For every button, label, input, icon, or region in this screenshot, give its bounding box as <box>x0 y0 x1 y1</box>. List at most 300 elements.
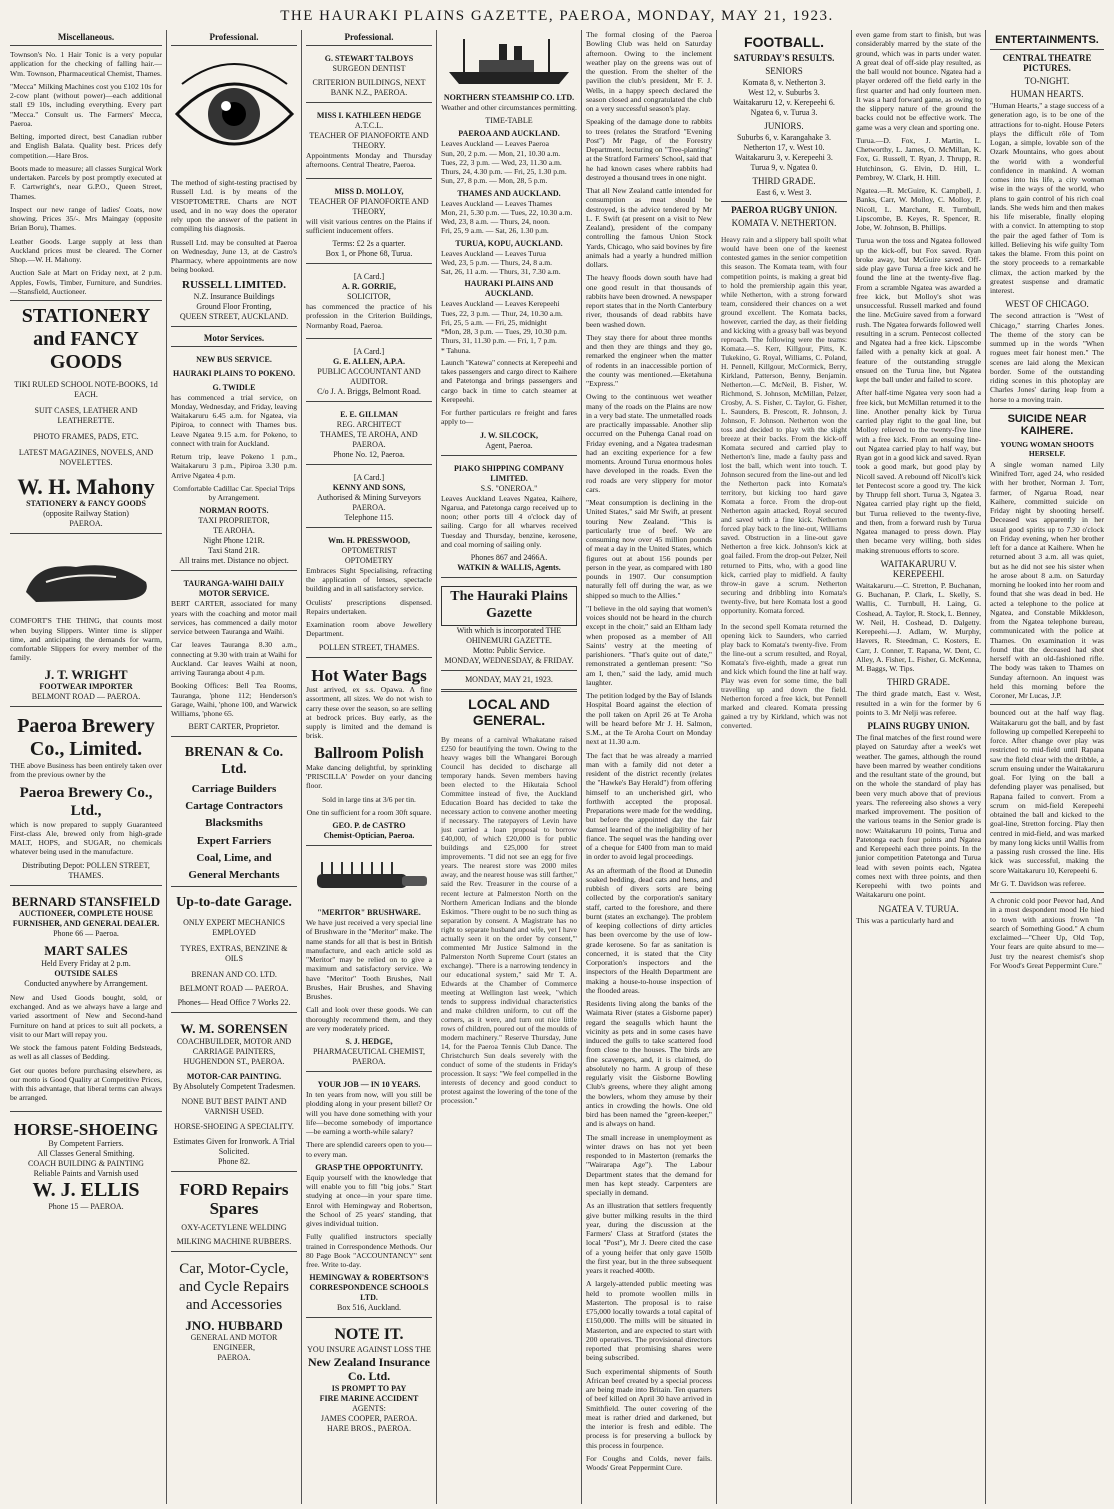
route-line: Leaves Auckland — Leaves Turua <box>441 248 547 258</box>
route-line: Mon, 21, 5.30 p.m. — Tues, 22, 10.30 a.m. <box>441 207 573 217</box>
card-line: PAEROA. <box>352 502 386 512</box>
steamship-sub: Weather and other circumstances permitting. <box>441 103 577 112</box>
brewery-text: THE above Business has been entirely taken over from the previous owner by the <box>10 761 162 780</box>
bus-text: Return trip, leave Pokeno 1 p.m., Waitakaruru 3 p.m., Pipiroa 3.30 p.m. Arrive Ngatea 4 p.m. <box>171 452 297 480</box>
garage-line: BELMONT ROAD — PAEROA. <box>179 983 289 993</box>
result-line: Waitakaruru 12, v. Kerepeehi 6. <box>733 98 835 107</box>
russell-eye-ad <box>171 50 297 327</box>
card-line: Appointments Monday and Thursday afternoons. Central Theatre, Paeroa. <box>306 151 432 170</box>
meritor-text: Call and look over these goods. We can thoroughly recommend them, and they are very moderately priced. <box>306 1005 432 1033</box>
news-paragraph: "Meat consumption is declining in the United States," said Mr Swift, at present touring New Zealand. "This is particularly true of beef. We are consuming now over 45 million pounds of meat a day in the United States, which figures out at about 156 pounds per person in the year, as compared with 180 pounds in 1907. Our consumption naturally fell off during the war, as we shipped so much to the Allies." <box>586 498 712 600</box>
card-line: G. STEWART TALBOYS <box>324 54 414 63</box>
brenan-line: Blacksmiths <box>205 817 263 830</box>
ellis-phone: Phone 15 — PAEROA. <box>48 1202 124 1212</box>
silcock-line: J. W. SILCOCK, <box>479 430 539 440</box>
insurance-line: AGENTS: <box>352 1403 386 1413</box>
misc-item: "Mecca" Milking Machines cost you £102 10s for 2-cow plant (without power)—each additional stall £9 10s, including everything. Every part "Mecca." Consult us. The Farmers' Mecca, Paeroa. <box>10 81 162 128</box>
grade-heading: SENIORS <box>765 66 803 76</box>
mart-text: We stock the famous patent Folding Bedsteads, as well as all classes of Bedding. <box>10 1043 162 1062</box>
hotwater-title: Hot Water Bags <box>311 665 427 685</box>
ford-line: OXY-ACETYLENE WELDING <box>181 1222 287 1232</box>
entertainments-heading: ENTERTAINMENTS. <box>995 34 1099 46</box>
card-line: A. R. GORRIE, <box>341 282 396 291</box>
result-line: Suburbs 6, v. Karangahake 3. <box>737 133 831 142</box>
tauranga-text: Booking Offices: Bell Tea Rooms, Tauranga, 'phone 112; Henderson's Garage, Waihi, 'phone 100, and Warwick Williams, 'phone 65. <box>171 681 297 719</box>
mahony-line: (opposite Railway Station) <box>43 509 129 519</box>
brewery-ad <box>10 711 162 886</box>
route-line: *Mon, 28, 3 p.m. — Tues, 29, 10.30 p.m. <box>441 327 567 336</box>
card-line: OPTOMETRIST <box>341 545 397 555</box>
union-heading: PLAINS RUGBY UNION. <box>867 721 970 731</box>
job-text: In ten years from now, will you still be plodding along in your present billet? Or will you have done something with your life—become somebody of importance—be earning a worth-while salary? <box>306 1090 432 1137</box>
horse-line: COACH BUILDING & PAINTING <box>28 1159 144 1169</box>
sorensen-line: MOTOR-CAR PAINTING. <box>186 1071 282 1081</box>
tonight-label: TO-NIGHT. <box>1024 76 1070 86</box>
horseshoeing-ad <box>10 1116 162 1217</box>
brewery-title: Paeroa Brewery Co., Limited. <box>17 715 155 761</box>
suicide-heading: SUICIDE NEAR KAIHERE. <box>1007 412 1087 437</box>
ford-ad <box>171 1176 297 1252</box>
route-line: Tues, 22, 3 p.m. — Wed, 23, 11.30 a.m. <box>441 157 562 167</box>
note-title: NOTE IT. <box>334 1326 404 1344</box>
sorensen-line: COACHBUILDER, MOTOR AND CARRIAGE PAINTERS, <box>176 1036 292 1056</box>
card-line: has commenced the practice of his profession in the Criterion Buildings, Normanby Road, Paeroa. <box>306 302 432 330</box>
stationery-title: STATIONERY and FANCY GOODS <box>21 305 151 373</box>
garage-line: ONLY EXPERT MECHANICS EMPLOYED <box>183 917 285 937</box>
slipper-ad <box>10 538 162 707</box>
horse-line: By Competent Farriers. <box>48 1139 124 1149</box>
brush-illustration <box>307 854 432 904</box>
match-heading: WAITAKARURU V. KEREPEEHI. <box>880 558 957 579</box>
sorensen-line: By Absolutely Competent Tradesmen. <box>172 1081 296 1091</box>
column-header: Miscellaneous. <box>10 30 162 46</box>
match-report: Turua won the toss and Ngatea followed up the kick-off, but Fox saved. Ryan broke away, but McGuire saved. Off-side play gave Turua a free kick and he found the line at the twenty-five flag. From a scramble Ngatea was awarded a free kick, but Molloy's shot was unsuccessful. Russell marked and found the line. McGuire saved from a forward rush. The Ngatea forwards followed well resulting in a scrum. Pentecost collected and Ngatea had a free kick. Lipscombe failed with a penalty kick at goal. A feature of the outstanding struggle ensued on the Turua line, but Ngatea kept the ball under and failed to score. <box>856 236 981 384</box>
route-text: For further particulars re freight and fares apply to— <box>441 408 577 427</box>
column-header: Professional. <box>306 30 432 46</box>
job-text: There are splendid careers open to you—to every man. <box>306 1140 432 1159</box>
suicide-subheading: YOUNG WOMAN SHOOTS HERSELF. <box>1000 439 1094 458</box>
gazette-title: The Hauraki Plains Gazette <box>441 586 577 626</box>
film-text: The second attraction is "West of Chicago," starring Charles Jones. The theme of the story can be summed up in the words "When rogues meet fair honest men." The scenes are laid along the Mexican border. Some of the outstanding riding scenes in this photoplay are Charles Jones' daring leap from a horse to a moving train. <box>990 311 1104 404</box>
news-paragraph: Such experimental shipments of South African beef created by a special process are being made into Britain. Ten quarters of beef killed on April 30 have arrived in Smithfield. The outer covering of the meat is rather dried and darkened, but the interior is fresh and edible. The process is for preserving a bullock by this process in fourpence. <box>586 1366 712 1450</box>
card-line: OPTOMETRY <box>344 555 394 565</box>
gazette-line: With which is incorporated THE OHINEMURI GAZETTE. <box>456 625 562 645</box>
card-line: MISS I. KATHLEEN HEDGE <box>316 111 422 120</box>
eye-illustration <box>172 54 297 174</box>
column-shipping-local <box>436 30 581 1504</box>
route-line: Leaves Auckland — Leaves Kerepeehi <box>441 299 560 309</box>
norman-line: TE AROHA. <box>213 526 255 536</box>
card-line: [A Card.] <box>353 472 385 482</box>
match-heading: KOMATA V. NETHERTON. <box>731 218 837 228</box>
film-title: WEST OF CHICAGO. <box>1005 299 1089 310</box>
brenan-line: Expert Farriers <box>196 834 272 847</box>
misc-item: Boots made to measure; all classes Surgical Work undertaken. Parcels by post promptly executed at F. Cartwright's, near G.P.O., Queen Street, Thames. <box>10 163 162 201</box>
grade-heading: JUNIORS. <box>764 121 804 131</box>
news-paragraph: As an illustration that settlers frequently give butter milking results in the third year, during the discussion at the Farmers' Class at Stratford (states the local "Post"), Mr J. Deere cited the case of a young heifer that only gave 150lb the first year, but in the three subsequent years it reached 400lb. <box>586 1201 712 1275</box>
bus-route: HAURAKI PLAINS TO POKENO. <box>173 368 295 378</box>
job-title: YOUR JOB — IN 10 YEARS. <box>317 1080 421 1090</box>
sorensen-line: Estimates Given for Ironwork. A Trial Solicited. <box>173 1136 295 1156</box>
dateline: MONDAY, MAY 21, 1923. <box>465 674 553 684</box>
card-line: PUBLIC ACCOUNTANT AND AUDITOR. <box>317 366 421 386</box>
brenan-line: Cartage Contractors <box>185 800 283 813</box>
card-line: Phone No. 12, Paeroa. <box>333 449 405 459</box>
mart-text: New and Used Goods bought, sold, or exchanged. And as we always have a large and varied assortment of New and Second-hand Furniture on hand at prices to suit all pockets, a visit to our Mart will repay you. <box>10 992 162 1039</box>
piako-title: PIAKO SHIPPING COMPANY LIMITED. <box>453 463 565 483</box>
hubbard-line: GENERAL AND MOTOR ENGINEER, <box>190 1333 278 1353</box>
route-line: Sat, 26, 11 a.m. — Thurs, 31, 7.30 a.m. <box>441 267 561 276</box>
norman-title: NORMAN ROOTS. <box>199 506 269 516</box>
column-football-cont <box>851 30 985 1504</box>
route-line: Leaves Auckland — Leaves Thames <box>441 198 553 208</box>
insurance-line: IS PROMPT TO PAY <box>331 1383 407 1393</box>
news-paragraph: "I believe in the old saying that women's voices should not be heard in the church except in the choir," said an Eltham lady when proposed as a member of All Saints' vestry at the meeting of parishioners. "That's quite out of date," remonstrated a gentleman present: "So am I, then," said the lady, amid much laughter. <box>586 603 712 687</box>
news-paragraph: For Coughs and Colds, never fails. Woods' Great Peppermint Cure. <box>586 1453 712 1472</box>
sorensen-ad <box>171 1017 297 1172</box>
ballroom-text: Sold in large tins at 3/6 per tin. <box>322 794 416 804</box>
presswood-card <box>306 532 432 658</box>
bus-ad <box>171 351 297 572</box>
route-title: PAEROA AND AUCKLAND. <box>458 129 560 139</box>
bus-title: NEW BUS SERVICE. <box>196 354 272 364</box>
column-professional-motor <box>166 30 301 1504</box>
brenan-line: Carriage Builders <box>191 783 277 796</box>
garage-line: TYRES, EXTRAS, BENZINE & OILS <box>180 943 288 963</box>
match-report: The third grade match, East v. West, resulted in a win for the former by 6 points to 3. Mr Nelji was referee. <box>856 689 981 717</box>
hemingway-line: HEMINGWAY & ROBERTSON'S CORRESPONDENCE SCHOOLS LTD. <box>309 1273 429 1303</box>
result-line: Ngatea 6, v. Turua 3. <box>750 108 818 117</box>
horse-title: HORSE-SHOEING <box>13 1119 159 1139</box>
card-line: TEACHER OF PIANOFORTE AND THEORY, <box>309 196 429 216</box>
slipper-illustration <box>16 542 156 612</box>
card-line: Authorised & Mining Surveyors <box>317 492 421 502</box>
card-line: REG. ARCHITECT <box>336 419 402 429</box>
route-text: Launch "Katewa" connects at Kerepeehi and takes passengers and cargo direct to Kaihere and Patetonga and brings passengers and cargo back in time to catch steamer at Kerepeehi. <box>441 357 577 404</box>
news-paragraph: The small increase in unemployment as winter draws on has not yet been responded to in Masterton (remarks the "Wairarapa Age"). The Labour Department states that the demand for men has kept steady. Carpenters are specially in demand. <box>586 1132 712 1197</box>
timetable-label: TIME-TABLE <box>485 116 533 126</box>
route-line: Leaves Auckland — Leaves Paeroa <box>441 139 549 149</box>
piako-text: Leaves Auckland Leaves Ngatea, Kaihere, Ngarua, and Patetonga cargo received up to noon; other ports till 4 o'clock day of sailing. Cargo for all wharves received Tuesday and Thursday, benzine, kerosene, and coal morning of sailing only. <box>441 493 577 549</box>
news-paragraph: As an aftermath of the flood at Dunedin soaked bedding, dead cats and hens, and rubbish of divers sorts are being collected by the corporation's sanitary staff, carted to the foreshore, and there burnt (states an exchange). The problem of keeping collections of dirty articles has been overcome by the use of low-grade kerosene. So far as sanitation is concerned, it is stated that the City Corporation's inspectors and the inspectors of the Health Department are making a house-to-house inspection of the flooded areas. <box>586 865 712 995</box>
meritor-text: We have just received a very special line of Brushware in the "Meritor" make. The name stands for all that is best in British manufacture, and each article sold as "Meritor" may be relied on to give a maximum and satisfactory service. We have "Meritor" Tooth Brushes, Nail Brushes, Hair Brushes, and Shaving Brushes. <box>306 918 432 1002</box>
route-line: Thurs, 31, 11.30 p.m. — Fri, 1, 7 p.m. <box>441 336 557 346</box>
route-line: Tues, 22, 3 p.m. — Thur, 24, 10.30 a.m. <box>441 308 563 318</box>
ford-line: MILKING MACHINE RUBBERS. <box>176 1236 292 1246</box>
tauranga-title: TAURANGA-WAIHI DAILY MOTOR SERVICE. <box>183 579 285 599</box>
eye-text: Russell Ltd. may be consulted at Paeroa on Wednesday, June 13, at de Castro's Pharmacy, where appointments are now being booked. <box>171 237 297 275</box>
brenan-title: BRENAN & Co. Ltd. <box>184 745 284 778</box>
result-line: East 6, v. West 3. <box>756 188 812 197</box>
news-paragraph: Owing to the continuous wet weather many of the roads on the Plains are now in a very bad state. The unmetalled roads are practically impassable. Another slip occurred on the Puhenga Canal road on Friday evening, and a Ngatea tradesman had an exciting experience for a few moments. Around Turua enormous holes have developed in the roads. Even the rod roads are very slippery for motor cars. <box>586 392 712 494</box>
route-title: HAURAKI PLAINS AND AUCKLAND. <box>464 279 554 299</box>
peppermint-verse: A chronic cold poor Peevor had, And in a most despondent mood He hied to town with anxious frown "In search of Something Good." A chum exclaimed—"Cheer Up, Old Top, Your fears are quite absurd to me— Just try the nearest chemist's shop For Wood's Great Peppermint Cure." <box>990 896 1104 970</box>
insurance-line: FIRE MARINE ACCIDENT <box>319 1393 419 1403</box>
news-paragraph: The petition lodged by the Bay of Islands Hospital Board against the election of the poll taken on April 26 at Te Aroha will be heard before Mr J. H. Salmon, S.M., at the Te Aroha Court on Monday next at 11.30 a.m. <box>586 691 712 747</box>
match-report: The final matches of the first round were played on Saturday after a week's wet weather. The games, although the round have been marred by weather conditions and the resultant state of the ground, but on the whole the standard of play has been very much above that of previous years. The refereeing also shows a very marked improvement. The position of the various teams in the Senior grade is now: Waitakaruru 10 points, Turua and Patetonga each four points and Ngatea and Kerepeehi each three points. In the junior competition Patetonga and Turua lead with seven points each, Ngatea comes next with three points, and then Kerepeehi with two points and Waitakaruru one point. <box>856 733 981 900</box>
stationery-line: TIKI RULED SCHOOL NOTE-BOOKS, 1d EACH. <box>14 380 158 399</box>
stansfield-name: BERNARD STANSFIELD <box>11 893 161 909</box>
misc-item: Auction Sale at Mart on Friday next, at 2 p.m. Apples, Fowls, Timber, Furniture, and Sundries.—Stansfield, Auctioneer. <box>10 268 162 296</box>
misc-item: Inspect our new range of ladies' Coats, now showing. Prices 35/-. Mrs Maingay (opposite Brian Boru), Thames. <box>10 204 162 233</box>
card-line: POLLEN STREET, THAMES. <box>318 642 420 652</box>
match-report: In the second spell Komata returned the opening kick to Saunders, who carried play back to Komata's twenty-five. From the line-out a scrum resulted, and Royal, Komata's five-eighth, made a great run and kick which found the line at half way. Play was even for some time, the ball travelling up and down the field. Netherton forced a free kick, but Pennell marked and cleared. Komata pressing gained a try by Kirkland, which was not converted. <box>721 622 847 731</box>
horse-line: Reliable Paints and Varnish used <box>33 1169 139 1179</box>
tauranga-text: BERT CARTER, associated for many years with the coaching and motor mail services, has commenced a daily motor service between Tauranga and Waihi. <box>171 599 297 637</box>
norman-line: Night Phone 121R. <box>203 536 265 546</box>
column-header: Professional. <box>171 30 297 46</box>
gillman-card <box>306 406 432 465</box>
hubbard-name: JNO. HUBBARD <box>185 1317 283 1333</box>
allen-card <box>306 343 432 402</box>
tauranga-text: Car leaves Tauranga 8.30 a.m., connecting at 9.30 with train at Waihi for Auckland. Car leaves Waihi at noon, arriving Tauranga about 4 p.m. <box>171 640 297 678</box>
team-list: Turua.—D. Fox, J. Martin, L. Chetworthy, L. James, O. McMillan, K. Fox, G. Russell, T. Ryan, J. Thrupp, R. Hutchinson, G. Elvin, D. Hill, L. Pembrey, W. Clark, H. Hill. <box>856 135 981 182</box>
mahony-line: STATIONERY & FANCY GOODS <box>26 499 146 509</box>
card-line: CRITERION BUILDINGS, NEXT BANK N.Z., PAEROA. <box>312 78 426 97</box>
russell-line: N.Z. Insurance Buildings <box>193 291 275 301</box>
film-title: HUMAN HEARTS. <box>1010 89 1084 99</box>
result-line: Netherton 17, v. West 10. <box>743 143 825 152</box>
news-paragraph: Speaking of the damage done to rabbits to trees (relates the Stratford "Evening Post") Mr Page, of the Forestry Department, lecturing on "Tree-planting" at the Stratford Farmers' School, said that he had known cases where rabbits had destroyed a thousand trees in one night. <box>586 117 713 182</box>
news-paragraph: A largely-attended public meeting was held to promote woollen mills in Masterton. The proposal is to raise £75,000 locally towards a total capital of £150,000. The mills will be situated in Masterton, and are expected to start with 200 operatives. The provisional directors reported that promising shares were being subscribed. <box>586 1279 712 1363</box>
russell-line: Ground Floor Fronting, <box>196 301 272 311</box>
column-entertainments <box>985 30 1108 1504</box>
garage-line: Phones— Head Office 7 Works 22. <box>177 997 291 1007</box>
team-list: Ngatea.—R. McGuire, K. Campbell, J. Banks, Carr, W. Molloy, C. Molloy, P. Nicoll, L. Marchant, R. Turnbull, Lipscombe, B. Keyes, R. Spencer, R. Jobe, W. Johnson, B. Phillips. <box>856 186 981 232</box>
card-line: will visit various centres on the Plains if sufficient inducement offers. <box>306 216 432 235</box>
brenan-ad <box>171 741 297 887</box>
news-paragraph: The formal closing of the Paeroa Bowling Club was held on Saturday afternoon. Owing to the inclement weather play on the greens was out of the question. From the shelter of the pavilion the club's president, Mr F. J. Wells, in a happy speech declared the season closed and congratulated the club on a very successful season's play. <box>586 30 712 113</box>
sorensen-title: W. M. SORENSEN <box>180 1020 288 1036</box>
news-paragraph: That all New Zealand cattle intended for consumption as meat should be destroyed, is the advice tendered by Mr L. F. Swift (at present on a visit to New Zealand), president of the company controlling the famous Union Stock Yards, Chicago, who said bovines by fire animals had a yearly a hundred million dollars. <box>586 186 712 269</box>
tauranga-ad <box>171 575 297 737</box>
ballroom-text: Make dancing delightful, by sprinkling 'PRISCILLA' Powder on your dancing floor. <box>306 762 432 791</box>
brewery-name: Paeroa Brewery Co., Ltd., <box>19 784 153 819</box>
mart-title: MART SALES <box>44 943 128 959</box>
grasp-text: Equip yourself with the knowledge that will enable you to fill "big jobs." Start studying at once—in your spare time. Enrol with Hemingway and Robertson, the School of 25 years' standing, that gives individual tuition. <box>306 1172 432 1229</box>
card-line: A.T.C.L. <box>354 121 384 130</box>
steamship-ad <box>441 30 577 456</box>
misc-item: Belting, imported direct, best Canadian rubber and English Balata. Quality best. Prices defy competition.—Hare Bros. <box>10 132 162 160</box>
molloy-card <box>306 183 432 265</box>
insurance-line: HARE BROS., PAEROA. <box>327 1423 411 1433</box>
wright-line: BELMONT ROAD — PAEROA. <box>31 692 141 702</box>
route-line: Fri, 25, 5 a.m. — Fri, 25, midnight <box>441 317 547 327</box>
route-title: THAMES AND AUCKLAND. <box>457 188 561 198</box>
column-news <box>581 30 716 1504</box>
misc-item: Leather Goods. Large supply at less than Auckland prices must be cleared. The Corner Shop.—W. H. Mahony. <box>10 236 162 264</box>
card-line: Oculists' prescriptions dispensed. Repairs undertaken. <box>306 597 432 616</box>
gorrie-card <box>306 268 432 339</box>
norman-line: TAXI PROPRIETOR, <box>198 516 270 526</box>
ford-title: FORD Repairs Spares <box>179 1179 289 1219</box>
comfort-text: COMFORT'S THE THING, that counts most when buying Slippers. Winter time is slipper time, and anticipating the demands for warm, comfortable Slippers for every member of the family. <box>10 616 162 663</box>
card-line: SURGEON DENTIST <box>332 64 406 73</box>
norman-line: All trains met. Distance no object. <box>179 556 289 566</box>
twidle-name: G. TWIDLE <box>212 382 256 392</box>
note-text: YOU INSURE AGAINST LOSS THE <box>307 1344 431 1354</box>
local-general-heading: LOCAL AND GENERAL. <box>468 695 550 728</box>
brewery-text: which is now prepared to supply Guaranteed First-class Ale, brewed only from high-grade MALT, HOPS, and SUGAR, no chemicals whatever being used in the manufacture. <box>10 819 162 857</box>
card-line: THAMES, TE AROHA, AND PAEROA. <box>320 429 418 449</box>
bus-text: has commenced a trial service, on Monday, Wednesday, and Friday, leaving Waitakaruru 6.45 a.m. for Ngatea, via Pipiroa, to connect with Thames bus. Leave Ngatea 9.15 a.m. for Pokeno, to connect with train for Auckland. <box>171 392 297 448</box>
team-list: Waitakaruru.—C. Stretton, P. Buchanan, G. Buchanan, P. Clark, L. Skelly, S. Wallis, C. Turnbull, H. Laing, G. Coshead, A. Taylor, R. Stock, L. Benney, W. Neil, H. Coshead, D. Dalgetty. Kerepeehi.—J. Adlam, W. Murphy, Havers, R. Steedman, C. Kosters, E. Carr, J. Conner, T. Rapana, W. Dent, C. Alley, A. Fisher, L. Fisher, G. McKenna, M. Baggs, W. Tips. <box>856 580 981 673</box>
mart-line: OUTSIDE SALES <box>54 968 118 978</box>
decastro-line: GEO. P. de CASTRO <box>332 821 406 831</box>
steamship-illustration <box>444 34 574 89</box>
stationery-ad <box>10 300 162 534</box>
brenan-line: Coal, Lime, and <box>196 851 272 864</box>
card-line: C/o J. A. Briggs, Belmont Road. <box>317 386 421 396</box>
card-line: [A Card.] <box>353 272 385 281</box>
news-paragraph: Residents living along the banks of the Waimata River (states a Gisborne paper) regard the seagulls which haunt the vicinity as pets and in some cases have induced the gulls to take scattered food from close to the houses. The birds are fine scavengers, and, it is claimed, do absolutely no harm. A group of these regularly visit the Gisborne Bowling Club's greens, where they alight among the bowlers, whom they amuse by their antics in crowding the howls. One old bird has been named the "green-keeper," and is always on hand. <box>586 999 712 1129</box>
card-line: MISS D. MOLLOY, <box>334 186 404 196</box>
stationery-line: LATEST MAGAZINES, NOVELS, AND NOVELETTES. <box>18 448 154 467</box>
card-line: SOLICITOR, <box>347 292 391 301</box>
result-line: West 12, v. Suburbs 3. <box>748 88 820 97</box>
brenan-line: General Merchants <box>188 868 280 881</box>
referee-line: Mr G. T. Davidson was referee. <box>990 878 1086 888</box>
garage-line: BRENAN AND CO. LTD. <box>191 969 277 979</box>
match-report: This was a particularly hard and <box>856 915 954 925</box>
grasp-title: GRASP THE OPPORTUNITY. <box>315 1162 423 1172</box>
result-line: Turua 9, v. Ngatea 0. <box>750 163 818 172</box>
news-paragraph: They stay there for about three months and then they are things and they go, remarked the engineer when the matter of rodents in an inaccessible portion of the county was mentioned.—Eketahuna "Express." <box>586 332 712 388</box>
column-football <box>716 30 851 1504</box>
piako-phones: Phones 867 and 2466A. <box>470 553 548 562</box>
car-title: Car, Motor-Cycle, and Cycle Repairs and Accessories <box>179 1260 289 1313</box>
route-line: * Tahuna. <box>441 345 471 355</box>
stansfield-ad <box>10 890 162 1112</box>
eye-text: The method of sight-testing practised by Russell Ltd. is by means of the VISOPTOMETRE. Charts are NOT used, and in no way does the operator rely upon the answer of the patient in compiling his diagnosis. <box>171 178 297 234</box>
card-line: Telephone 115. <box>344 512 394 522</box>
football-heading: FOOTBALL. <box>743 34 825 50</box>
mahony-line: PAEROA. <box>69 519 103 529</box>
card-line: Examination room above Jewellery Department. <box>306 620 432 639</box>
columns <box>6 30 1108 1504</box>
norman-line: Taxi Stand 21R. <box>208 546 260 556</box>
route-line: Wed, 23, 8 a.m. — Thurs, 24, noon. <box>441 217 550 226</box>
wright-line: FOOTWEAR IMPORTER <box>39 682 133 692</box>
hedge-sign: PHARMACEUTICAL CHEMIST, PAEROA. <box>312 1047 425 1067</box>
masthead: THE HAURAKI PLAINS GAZETTE, PAEROA, MONDAY, MAY 21, 1923. <box>280 8 834 24</box>
card-line: Wm. H. PRESSWOOD, <box>327 535 410 545</box>
mart-line: Conducted anywhere by Arrangement. <box>24 978 148 988</box>
gazette-line: Motto: Public Service. <box>472 645 546 655</box>
union-heading: PAEROA RUGBY UNION. <box>731 205 837 215</box>
hotwater-ad <box>306 662 432 847</box>
card-line: TEACHER OF PIANOFORTE AND THEORY. <box>309 131 429 150</box>
steamship-name: NORTHERN STEAMSHIP CO. LTD. <box>443 93 575 102</box>
card-line: [A Card.] <box>353 346 385 356</box>
route-line: Thurs, 24, 4.30 p.m. — Fri, 25, 1.30 p.m. <box>441 167 567 176</box>
suicide-text: A single woman named Lily Winifred Torr, aged 24, who resided with her brother, Norman J. Torr, farmer, of Ngarua Road, near Kaihere, committed suicide on Friday night by shooting herself. Deceased was apparently in her usual good spirits up to 7.30 o'clock on Friday evening, when her brother left for a dance at Kaihere. When he returned about 3 a.m. all was quiet, but as he did not see his sister when he arose about 8 a.m. on Saturday morning he looked into her room and found that she was dead in bed. He acted a telephone to the police at Ngatea, and Constable Mikkleson, from the Ngatea telephone bureau, communicated with the police at Thames. On examination it was found that the deceased had shot herself with an old-fashioned rifle. The body was taken to Thames on Sunday afternoon. An inquest was held this morning before the Coroner, Mr Lucas, J.P. <box>990 459 1104 700</box>
kenny-card <box>306 469 432 528</box>
russell-name: RUSSELL LIMITED. <box>182 278 286 291</box>
card-line: E. E. GILLMAN <box>340 409 398 419</box>
football-continued: bounced out at the half way flag. Waitakaruru got the ball, and by fast following up compelled Kerepeehi to force. After change over play was restricted to mid-field until Rapana saw the field clear with the dribble, a scrum ensuing under the Waitakaruru goal. For lying on the ball a defending player was penalised, but Rapana failed to convert. From a scrum on mid-field Kerepeehi obtained the ball and kicked to the goal-line, Stretton forcing. Play then centred in mid-field, and was marked by many long kicks until Wallis from a passing rush crossed the line. His kick was successful, making the score Waitakaruru 10, Kerepeehi 6. <box>990 708 1104 875</box>
sorensen-line: HUGHENDON ST., PAEROA. <box>183 1056 285 1066</box>
match-report: After half-time Ngatea very soon had a free kick, but McMillan returned it to the line. Another penalty kick by Turua carried play right to the goal line, but Molloy relieved to the twenty-five line with a free kick. From an ensuing line-out Ngatea carried play to half way, but Ryan got in a good kick and saved. Ryan took a good mark, but good play by Nicoll saved. A rebound off Nicoll's kick let Pentecost score a good try. The kick by Thrupp fell short. Turua 3, Ngatea 3. Ngatea carried play right up the field, but Turua relieved to the twenty-five, and then, from a forward rush by Turua Ngatea managed to press down. Play then became very willing, both sides making strenuous efforts to score. <box>856 388 981 555</box>
column-header: Motor Services. <box>171 331 297 347</box>
mart-text: Get our quotes before purchasing elsewhere, as our motto is Good Quality at Competitive Prices, with this advantage, that liberal terms can always be arranged. <box>10 1065 162 1103</box>
route-line: Fri, 25, 9 a.m. — Sat, 26, 1.30 p.m. <box>441 226 549 236</box>
meritor-ad <box>306 850 432 1072</box>
horse-line: All Classes General Smithing. <box>37 1149 135 1159</box>
sorensen-line: Phone 82. <box>218 1156 250 1166</box>
route-line: Sun, 27, 8 p.m. — Mon, 28, 5 p.m. <box>441 176 548 186</box>
grasp-text: Fully qualified instructors specially trained in Correspondence Methods. Our 80 Page Book "ACCOUNTANCY" sent free. Write to-day. <box>306 1232 432 1270</box>
misc-item: Townson's No. 1 Hair Tonic is a very popular application for the checking of falling hair.—Wm. Townson, Pharmaceutical Chemist, Thames. <box>10 50 162 78</box>
hemingway-line: Box 516, Auckland. <box>337 1303 401 1313</box>
card-line: Terms: £2 2s a quarter. <box>332 239 406 248</box>
grade-heading: THIRD GRADE. <box>752 176 816 186</box>
film-text: "Human Hearts," a stage success of a generation ago, is to be one of the attractions for to-night. House Peters plays the difficult rôle of Tom Logan, a simple, lovable son of the Ozark Mountains, who goes about the world with a wonderful confidence in mankind. A woman comes into his life, a city woman wise in the ways of the world, who plans to gain control of his rich coal lands. She weds him and then makes his life miserable, finally eloping with a convict. In attempting to stop the pair the aged father of Tom is killed. Believing his wife guilty Tom takes the blame. From this point on the story proceeds to a remarkable climax, the action marked by the greatest suspense and dramatic interest. <box>990 101 1104 295</box>
news-paragraph: The fact that he was already a married man with a family did not deter a resident of the district recently (relates the "Hawke's Bay Herald") from offering himself to an uncherished girl, who forthwith accepted the proposal. Preparations were made for the wedding, but before the appointed day the fair damsel learned of the ineligibility of her fiance. The sequel was the handing over of a cheque for £400 from man to maid in order to avoid legal proceedings. <box>586 750 712 862</box>
stationery-line: SUIT CASES, LEATHER AND LEATHERETTE. <box>34 406 138 425</box>
grade-heading: THIRD GRADE. <box>887 677 950 688</box>
ballroom-title: Ballroom Polish <box>314 744 424 762</box>
brewery-depot: Distributing Depot: POLLEN STREET, THAMES. <box>22 860 150 880</box>
sorensen-line: NONE BUT BEST PAINT AND VARNISH USED. <box>181 1096 287 1116</box>
silcock-line: Agent, Paeroa. <box>485 440 533 450</box>
job-ad <box>306 1076 432 1318</box>
column-professional-cards <box>301 30 436 1504</box>
result-line: Komata 8, v. Netherton 3. <box>742 78 826 87</box>
hotwater-text: Just arrived, ex s.s. Opawa. A fine assortment, all sizes. We do not wish to carry these over the season, so are selling at bedrock prices. Buy early, as the supply is limited and the demand is brisk. <box>306 685 432 741</box>
match-report: Heavy rain and a slippery ball spoilt what would have been one of the keenest contested games in the senior competition this season. The Komata team, with four competition points, is making a great bid to hold the premiership again this year, while Netherton, with a strong forward team, considered their chances on a wet ground excellent. The Komata backs, however, carried the day, as their fielding and kicking with a greasy ball was beyond reproach. The following were the teams: Komata.—S. Kerr, Killgour, Pitts, K. Tukekino, G. Royal, Williams, C. Poland, H. Pennell, Killgour, McCormick, Berry, Kirkland, Patterson, Benny, Benjamin. Netherton.—C. McNeil, B. Fisher, W. Richmond, S. Johnson, McMillan, Pelzer, Crosby, A. S. Fisher, C. Taylor, G. Fisher, L. Saunders, B. Prescott, R. Johnson, J. Johnson, F. Johnson. Netherton won the toss and decided to play with the slight breeze at their backs. From the kick-off Komata secured and carried play to Netherton's line, made a faulty pass and lost the ball, which went into touch. T. Johnson secured from the line-out and led the Netherton pack into Komata's territory, but kicking too hard gave Komata a force. From the drop-out Netherton again attacked, Royal secured and saved with a fine kick. Netherton forced play back to the line-out, Williams saved. Obstruction in a line-out gave Netherton a free kick. Johnson's kick at goal failed. From the drop-out Pelzer, Neil returned to Pitts, who, with a good line kick, carried play to midfield. A faulty throw-in gave a scrum. Netherton securing and dribbling into Komata's twenty-five, but here Komata lost a good opportunity. Komata forced. <box>721 235 847 615</box>
meritor-title: "MERITOR" BRUSHWARE. <box>317 908 421 918</box>
theatre-heading: CENTRAL THEATRE PICTURES. <box>1002 53 1092 73</box>
hubbard-line: PAEROA. <box>217 1353 251 1363</box>
piako-ad <box>441 460 577 579</box>
sorensen-line: HORSE-SHOEING A SPECIALITY. <box>174 1121 294 1131</box>
talboys-card <box>306 50 432 103</box>
insurance-ad <box>306 1322 432 1437</box>
route-line: Wed, 23, 5 p.m. — Thurs, 24, 8 a.m. <box>441 257 553 267</box>
card-line: G. E. ALLEN, A.P.A. <box>333 356 405 366</box>
card-line: KENNY AND SONS, <box>332 482 406 492</box>
watkin-line: WATKIN & WALLIS, Agents. <box>457 563 561 572</box>
garage-ad <box>171 891 297 1013</box>
match-report: even game from start to finish, but was considerably marred by the state of the ground, which was in parts under water. A great deal of off-side play resulted, as the ball would not bounce. Ngatea had a player ordered off the field early in the first quarter and had only fourteen men. It was a hard forward game, as owing to the slippery nature of the ground the backs could not be effective work. The game was a very clean and sporting one. <box>856 30 981 132</box>
hedge-card <box>306 107 432 179</box>
bus-text: Comfortable Cadillac Car. Special Trips by Arrangement. <box>173 483 295 503</box>
hedge-sign: S. J. HEDGE, <box>345 1037 393 1047</box>
garage-title: Up-to-date Garage. <box>176 895 292 911</box>
result-line: Waitakaruru 3, v. Kerepeehi 3. <box>735 153 833 162</box>
gazette-line: MONDAY, WEDNESDAY, & FRIDAY. <box>444 655 574 665</box>
ellis-name: W. J. ELLIS <box>32 1179 140 1202</box>
insurance-name: New Zealand Insurance Co. Ltd. <box>307 1354 430 1384</box>
local-general-text: By means of a carnival Whakatane raised £250 for beautifying the town. Owing to the heavy wages bill the Whangarei Borough Council has decided to discharge all temporary hands. Seven members having been elected to the Hikutaia School Committee instead of five, the Auckland Education Board has decided to take the necessary action to convene another meeting if necessary. The ratepayers of Levin have just carried a loan proposal to borrow £40,000, of which £20,000 is for public buildings and £25,000 for street improvements. "I did not see an egg for five years. The nearest store was 2000 miles away, and the nearest house was still farther," said the Rev. Treasurer in the course of a recent lecture at Palmerston North on the Northern American Indians and the blonde Eskimos. "There ought to be no such thing as separation by consent. A Magistrate has no right to separate husband and wife, yet I have actually seen it on the order 'by consent,'" commented Mr Justice Salmond in the Palmerston North Supreme Court (states an exchange). "There is a narrowing tendency in our educational system," said Mr T. A. Edwards at the Chamber of Commerce meeting at Wellington last week, "which tends to suppress individual characteristics and make children uniform, to cut off the corners, as it were, and turn out nice little rows of children, poured out of the moulds of modern machinery." Reserve Thursday, June 14, for the Paeroa Tennis Club Dance. The Christchurch Sun deals severely with the conduct of some of the students in Friday's procession. It says: "We feel compelled in the interests of decency and good conduct to protest against the lowering of the tone of the procession." <box>441 734 577 1106</box>
route-line: Sun, 20, 2 p.m. — Mon, 21, 10.30 a.m. <box>441 148 561 158</box>
gazette-nameplate <box>441 582 577 671</box>
stansfield-line: Phone 66 — Paeroa. <box>53 929 119 939</box>
ballroom-text: One tin sufficient for a room 30ft square. <box>306 807 432 817</box>
results-heading: SATURDAY'S RESULTS. <box>733 53 835 63</box>
tauranga-sign: BERT CARTER, Proprietor. <box>188 722 280 732</box>
card-line: Embraces Sight Specialising, refracting the application of lenses, spectacle building and in all satisfactory service. <box>306 565 432 594</box>
wright-name: J. T. WRIGHT <box>44 666 128 682</box>
mahony-name: W. H. Mahony <box>17 474 155 499</box>
russell-line: QUEEN STREET, AUCKLAND. <box>179 311 289 321</box>
stationery-line: PHOTO FRAMES, PADS, ETC. <box>33 432 139 441</box>
news-paragraph: The heavy floods down south have had one good result in that thousands of rabbits have been drowned. A newspaper report states that in the North Canterbury river, thousands of dead rabbits have been washed down. <box>586 273 712 329</box>
card-line: Box 1, or Phone 68, Turua. <box>325 249 413 258</box>
hubbard-ad <box>171 1256 297 1368</box>
stansfield-line: AUCTIONEER, COMPLETE HOUSE FURNISHER, AND GENERAL DEALER. <box>12 909 160 929</box>
